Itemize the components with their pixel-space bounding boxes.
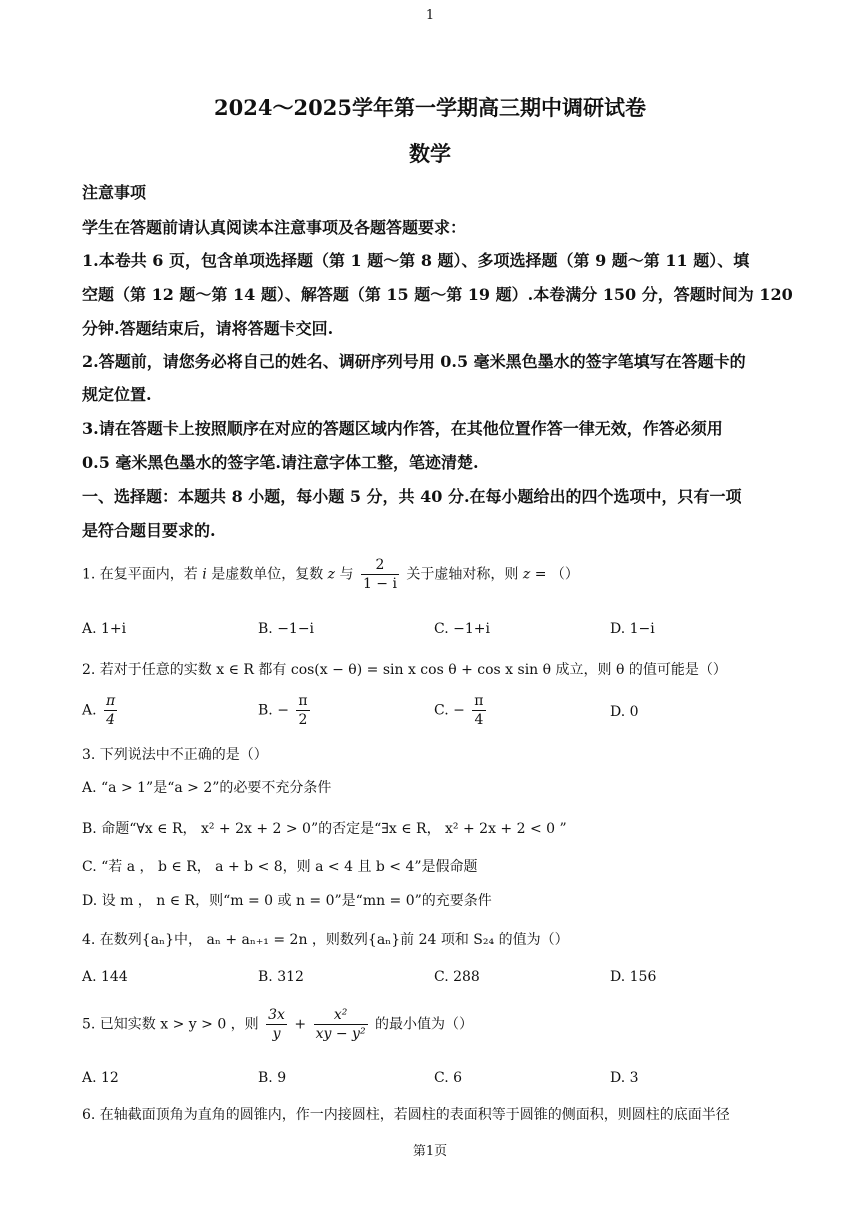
question-2: 2. 若对于任意的实数 x ∈ R 都有 cos(x − θ) = sin x cos θ + cos x sin θ 成立，则 θ 的值可能是（） bbox=[82, 662, 727, 678]
q5-f1-num: 3x bbox=[268, 1007, 285, 1023]
question-4: 4. 在数列{aₙ}中， aₙ + aₙ₊₁ = 2n ，则数列{aₙ}前 24 项和 S₂₄ 的值为（） bbox=[82, 932, 569, 948]
question-3: 3. 下列说法中不正确的是（） bbox=[82, 747, 268, 763]
q1-imag-unit: i bbox=[202, 566, 207, 583]
q1-option-a: A. 1+i bbox=[82, 621, 127, 637]
q5-fraction-2 bbox=[314, 1006, 368, 1043]
q5-option-d: D. 3 bbox=[610, 1070, 639, 1086]
q5-fraction-1 bbox=[266, 1006, 287, 1043]
q2-a-fraction bbox=[104, 692, 117, 729]
q4-option-d: D. 156 bbox=[610, 969, 657, 985]
notice-intro: 学生在答题前请认真阅读本注意事项及各题答题要求： bbox=[82, 218, 467, 237]
q5-option-c: C. 6 bbox=[434, 1070, 463, 1086]
q2-b-fraction bbox=[296, 692, 309, 729]
q2-c-label: C. − bbox=[434, 702, 465, 719]
q2-a-den: 4 bbox=[106, 712, 116, 728]
q5-option-b: B. 9 bbox=[258, 1070, 287, 1086]
q1-suffix: 关于虚轴对称，则 bbox=[406, 566, 519, 583]
notice-line: 2.答题前，请您务必将自己的姓名、调研序列号用 0.5 毫米黑色墨水的签字笔填写在答题卡的 bbox=[82, 352, 746, 371]
q3-option-c: C. “若 a ， b ∈ R， a + b < 8，则 a < 4 且 b < 4”是假命题 bbox=[82, 859, 478, 875]
notice-line: 0.5 毫米黑色墨水的签字笔.请注意字体工整，笔迹清楚. bbox=[82, 453, 479, 472]
notice-line: 分钟.答题结束后，请将答题卡交回. bbox=[82, 319, 334, 338]
q1-mid: 是虚数单位，复数 bbox=[211, 566, 324, 583]
q2-c-num: π bbox=[474, 693, 484, 709]
q1-option-b: B. −1−i bbox=[258, 621, 315, 637]
q2-b-num: π bbox=[298, 693, 308, 709]
notice-line: 3.请在答题卡上按照顺序在对应的答题区域内作答，在其他位置作答一律无效，作答必须用 bbox=[82, 419, 723, 438]
notice-heading: 注意事项 bbox=[82, 183, 147, 202]
q4-option-c: C. 288 bbox=[434, 969, 480, 985]
q1-fraction bbox=[361, 556, 399, 593]
exam-title: 2024～2025学年第一学期高三期中调研试卷 bbox=[214, 95, 646, 120]
q1-option-d: D. 1−i bbox=[610, 621, 655, 637]
q5-f2-num: x² bbox=[314, 1006, 368, 1025]
question-1 bbox=[82, 556, 579, 593]
q5-suffix: 的最小值为（） bbox=[375, 1016, 474, 1033]
q2-c-fraction bbox=[472, 692, 485, 729]
notice-line: 1.本卷共 6 页，包含单项选择题（第 1 题～第 8 题）、多项选择题（第 9 题～第 11 题）、填 bbox=[82, 251, 750, 270]
notice-line: 规定位置. bbox=[82, 385, 152, 404]
q2-option-c bbox=[434, 692, 489, 729]
question-6: 6. 在轴截面顶角为直角的圆锥内，作一内接圆柱，若圆柱的表面积等于圆锥的侧面积，则圆柱的底面半径 bbox=[82, 1107, 730, 1123]
q2-c-den: 4 bbox=[474, 712, 484, 728]
q1-frac-num: 2 bbox=[361, 556, 399, 575]
q2-b-label: B. − bbox=[258, 702, 289, 719]
q2-option-d: D. 0 bbox=[610, 704, 639, 720]
q5-option-a: A. 12 bbox=[82, 1070, 119, 1086]
q1-blank: （） bbox=[550, 566, 579, 583]
page-footer: 第1页 bbox=[412, 1144, 448, 1159]
q2-b-den: 2 bbox=[298, 712, 308, 728]
q2-a-label: A. bbox=[82, 702, 97, 719]
q4-option-b: B. 312 bbox=[258, 969, 304, 985]
section-heading: 一、选择题：本题共 8 小题，每小题 5 分，共 40 分.在每小题给出的四个选项中，只有一项 bbox=[82, 487, 742, 506]
notice-line: 空题（第 12 题～第 14 题）、解答题（第 15 题～第 19 题）.本卷满分 150 分，答题时间为 120 bbox=[82, 285, 793, 304]
q1-frac-den: 1 − i bbox=[362, 576, 397, 592]
q1-z: z bbox=[327, 566, 336, 583]
q5-f2-den: xy − y² bbox=[315, 1026, 366, 1042]
page-number: 1 bbox=[425, 8, 435, 23]
q1-with: 与 bbox=[339, 566, 354, 583]
q5-f1-den: y bbox=[272, 1026, 281, 1042]
q2-option-b bbox=[258, 692, 313, 729]
q5-prefix: 5. 已知实数 x > y > 0 ，则 bbox=[82, 1016, 259, 1033]
q4-option-a: A. 144 bbox=[82, 969, 128, 985]
q1-eq: z = bbox=[522, 566, 547, 583]
q1-option-c: C. −1+i bbox=[434, 621, 490, 637]
q2-a-num: π bbox=[106, 693, 116, 709]
q3-option-a: A. “a > 1”是“a > 2”的必要不充分条件 bbox=[82, 780, 332, 796]
q5-plus: + bbox=[294, 1016, 307, 1033]
q2-option-a bbox=[82, 692, 120, 729]
q1-prefix: 1. 在复平面内，若 bbox=[82, 566, 198, 583]
q3-option-b: B. 命题“∀x ∈ R， x² + 2x + 2 > 0”的否定是“∃x ∈ R， x² + 2x + 2 < 0 ” bbox=[82, 821, 567, 837]
subject-title: 数学 bbox=[409, 141, 451, 166]
question-5 bbox=[82, 1006, 473, 1043]
section-heading-cont: 是符合题目要求的. bbox=[82, 521, 216, 540]
q3-option-d: D. 设 m ， n ∈ R，则“m = 0 或 n = 0”是“mn = 0”的充要条件 bbox=[82, 893, 492, 909]
